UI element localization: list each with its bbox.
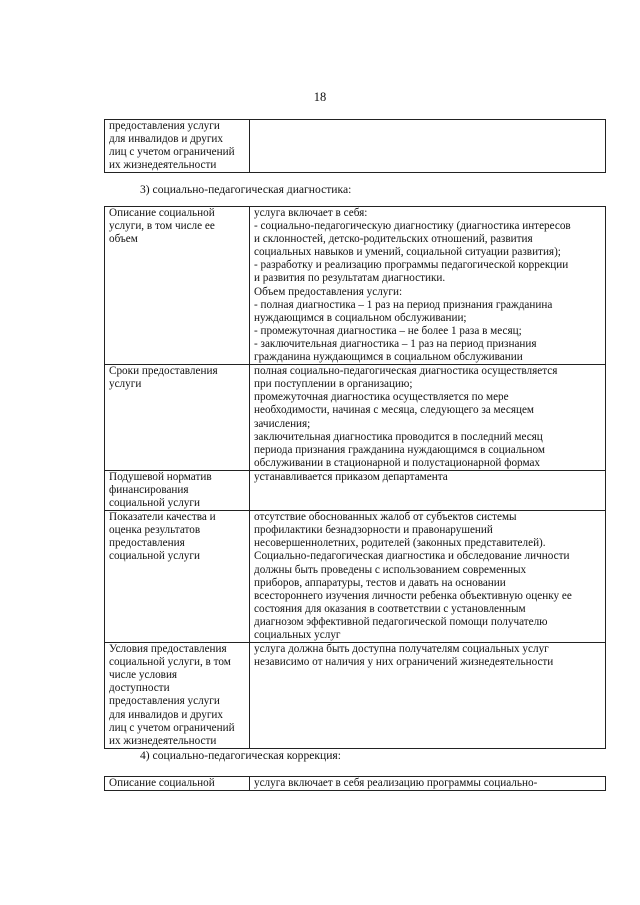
content-line: - социально-педагогическую диагностику (диагностика интересов [254,220,571,233]
section-heading-diagnostics: 3) социально-педагогическая диагностика: [140,183,352,196]
content-line: - полная диагностика – 1 раз на период признания гражданина [254,298,553,311]
label-line: предоставления услуги [109,695,220,708]
content-line: отсутствие обоснованных жалоб от субъектов системы [254,511,517,524]
label-line: числе условия [109,669,178,682]
content-line: услуга должна быть доступна получателям социальных услуг [254,643,549,656]
content-line: и развития по результатам диагностики. [254,272,446,285]
content-line: - заключительная диагностика – 1 раз на период признания [254,337,537,350]
label-line: лиц с учетом ограничений [109,721,235,734]
content-line: полная социально-педагогическая диагностика осуществляется [254,365,558,378]
label-line: финансирования [109,483,189,496]
row-content-cell [250,511,606,643]
content-line: диагнозом эффективной педагогической помощи получателю [254,615,548,628]
content-line: зачисления; [254,417,311,430]
label-line: их жизнедеятельности [109,159,217,172]
table-row [105,207,606,365]
content-line: нуждающимся в социальном обслуживании; [254,311,467,324]
label-line: предоставления [109,537,185,550]
content-line: необходимости, начиная с месяца, следующего за месяцем [254,404,535,417]
label-line: социальной услуги [109,497,200,510]
label-line: предоставления услуги [109,120,220,132]
row-label-cell [105,120,250,173]
content-line: услуга включает в себя: [254,207,368,219]
content-line: приборов, аппаратуры, тестов и давать на основании [254,576,506,589]
content-line: при поступлении в организацию; [254,378,413,391]
content-line: - разработку и реализацию программы педагогической коррекции [254,259,569,272]
label-line: Подушевой норматив [109,470,212,483]
row-content-cell [250,643,606,749]
label-line: объем [109,233,138,246]
content-line: промежуточная диагностика осуществляется по мере [254,391,509,404]
content-line: гражданина нуждающимся в социальном обслуживании [254,351,523,364]
label-line: Показатели качества и [109,511,216,524]
row-label-cell [105,207,250,365]
row-content-cell [250,207,606,365]
label-line: для инвалидов и других [109,133,224,146]
section-heading-correction: 4) социально-педагогическая коррекция: [140,749,341,762]
content-line: Социально-педагогическая диагностика и обследование личности [254,550,570,563]
label-line: услуги [109,378,142,391]
label-line: лиц с учетом ограничений [109,146,235,159]
content-line: обслуживании в стационарной и полустационарной формах [254,456,541,469]
row-content-cell [250,777,606,791]
label-line: социальной услуги, в том [109,656,231,669]
correction-table [104,776,606,791]
label-line: услуги, в том числе ее [109,220,215,233]
services-table-continued [104,119,606,173]
row-content-cell [250,470,606,510]
content-line: социальных навыков и умений, социальной ситуации развития); [254,246,561,259]
row-label-cell [105,470,250,510]
label-line: Описание социальной [109,777,215,789]
row-label-cell [105,365,250,471]
label-line: социальной услуги [109,550,200,563]
table-row [105,511,606,643]
content-line: Объем предоставления услуги: [254,285,403,298]
label-line: Условия предоставления [109,643,227,656]
row-content-cell [250,365,606,471]
diagnostics-table [104,206,606,749]
content-line: должны быть проведены с использованием современных [254,563,527,576]
content-line: устанавливается приказом департамента [254,470,448,483]
content-line: и склонностей, детско-родительских отношений, развития [254,233,533,246]
row-label-cell [105,777,250,791]
table-row [105,643,606,749]
content-line: периода признания гражданина нуждающимся в социальном [254,443,545,456]
table-row [105,470,606,510]
label-line: их жизнедеятельности [109,734,217,747]
content-line: заключительная диагностика проводится в последний месяц [254,430,543,443]
label-line: оценка результатов [109,524,201,537]
row-label-cell [105,643,250,749]
table-row [105,365,606,471]
label-line: Описание социальной [109,207,215,219]
page-number: 18 [313,90,327,104]
content-line: социальных услуг [254,629,341,641]
content-line: - промежуточная диагностика – не более 1 раза в месяц; [254,324,522,337]
table-row [105,120,606,173]
table-row [105,777,606,791]
content-line: профилактики безнадзорности и правонарушений [254,524,493,537]
row-label-cell [105,511,250,643]
content-line: несовершеннолетних, родителей (законных представителей). [254,537,546,550]
label-line: доступности [109,682,170,695]
label-line: для инвалидов и других [109,708,224,721]
content-line: всестороннего изучения личности ребенка объективную оценку ее [254,589,572,602]
row-content-cell [250,120,606,173]
label-line: Сроки предоставления [109,365,218,378]
content-line: услуга включает в себя реализацию программы социально- [254,777,538,789]
content-line: состояния для оказания в соответствии с установленным [254,602,526,615]
content-line: независимо от наличия у них ограничений жизнедеятельности [254,656,554,669]
